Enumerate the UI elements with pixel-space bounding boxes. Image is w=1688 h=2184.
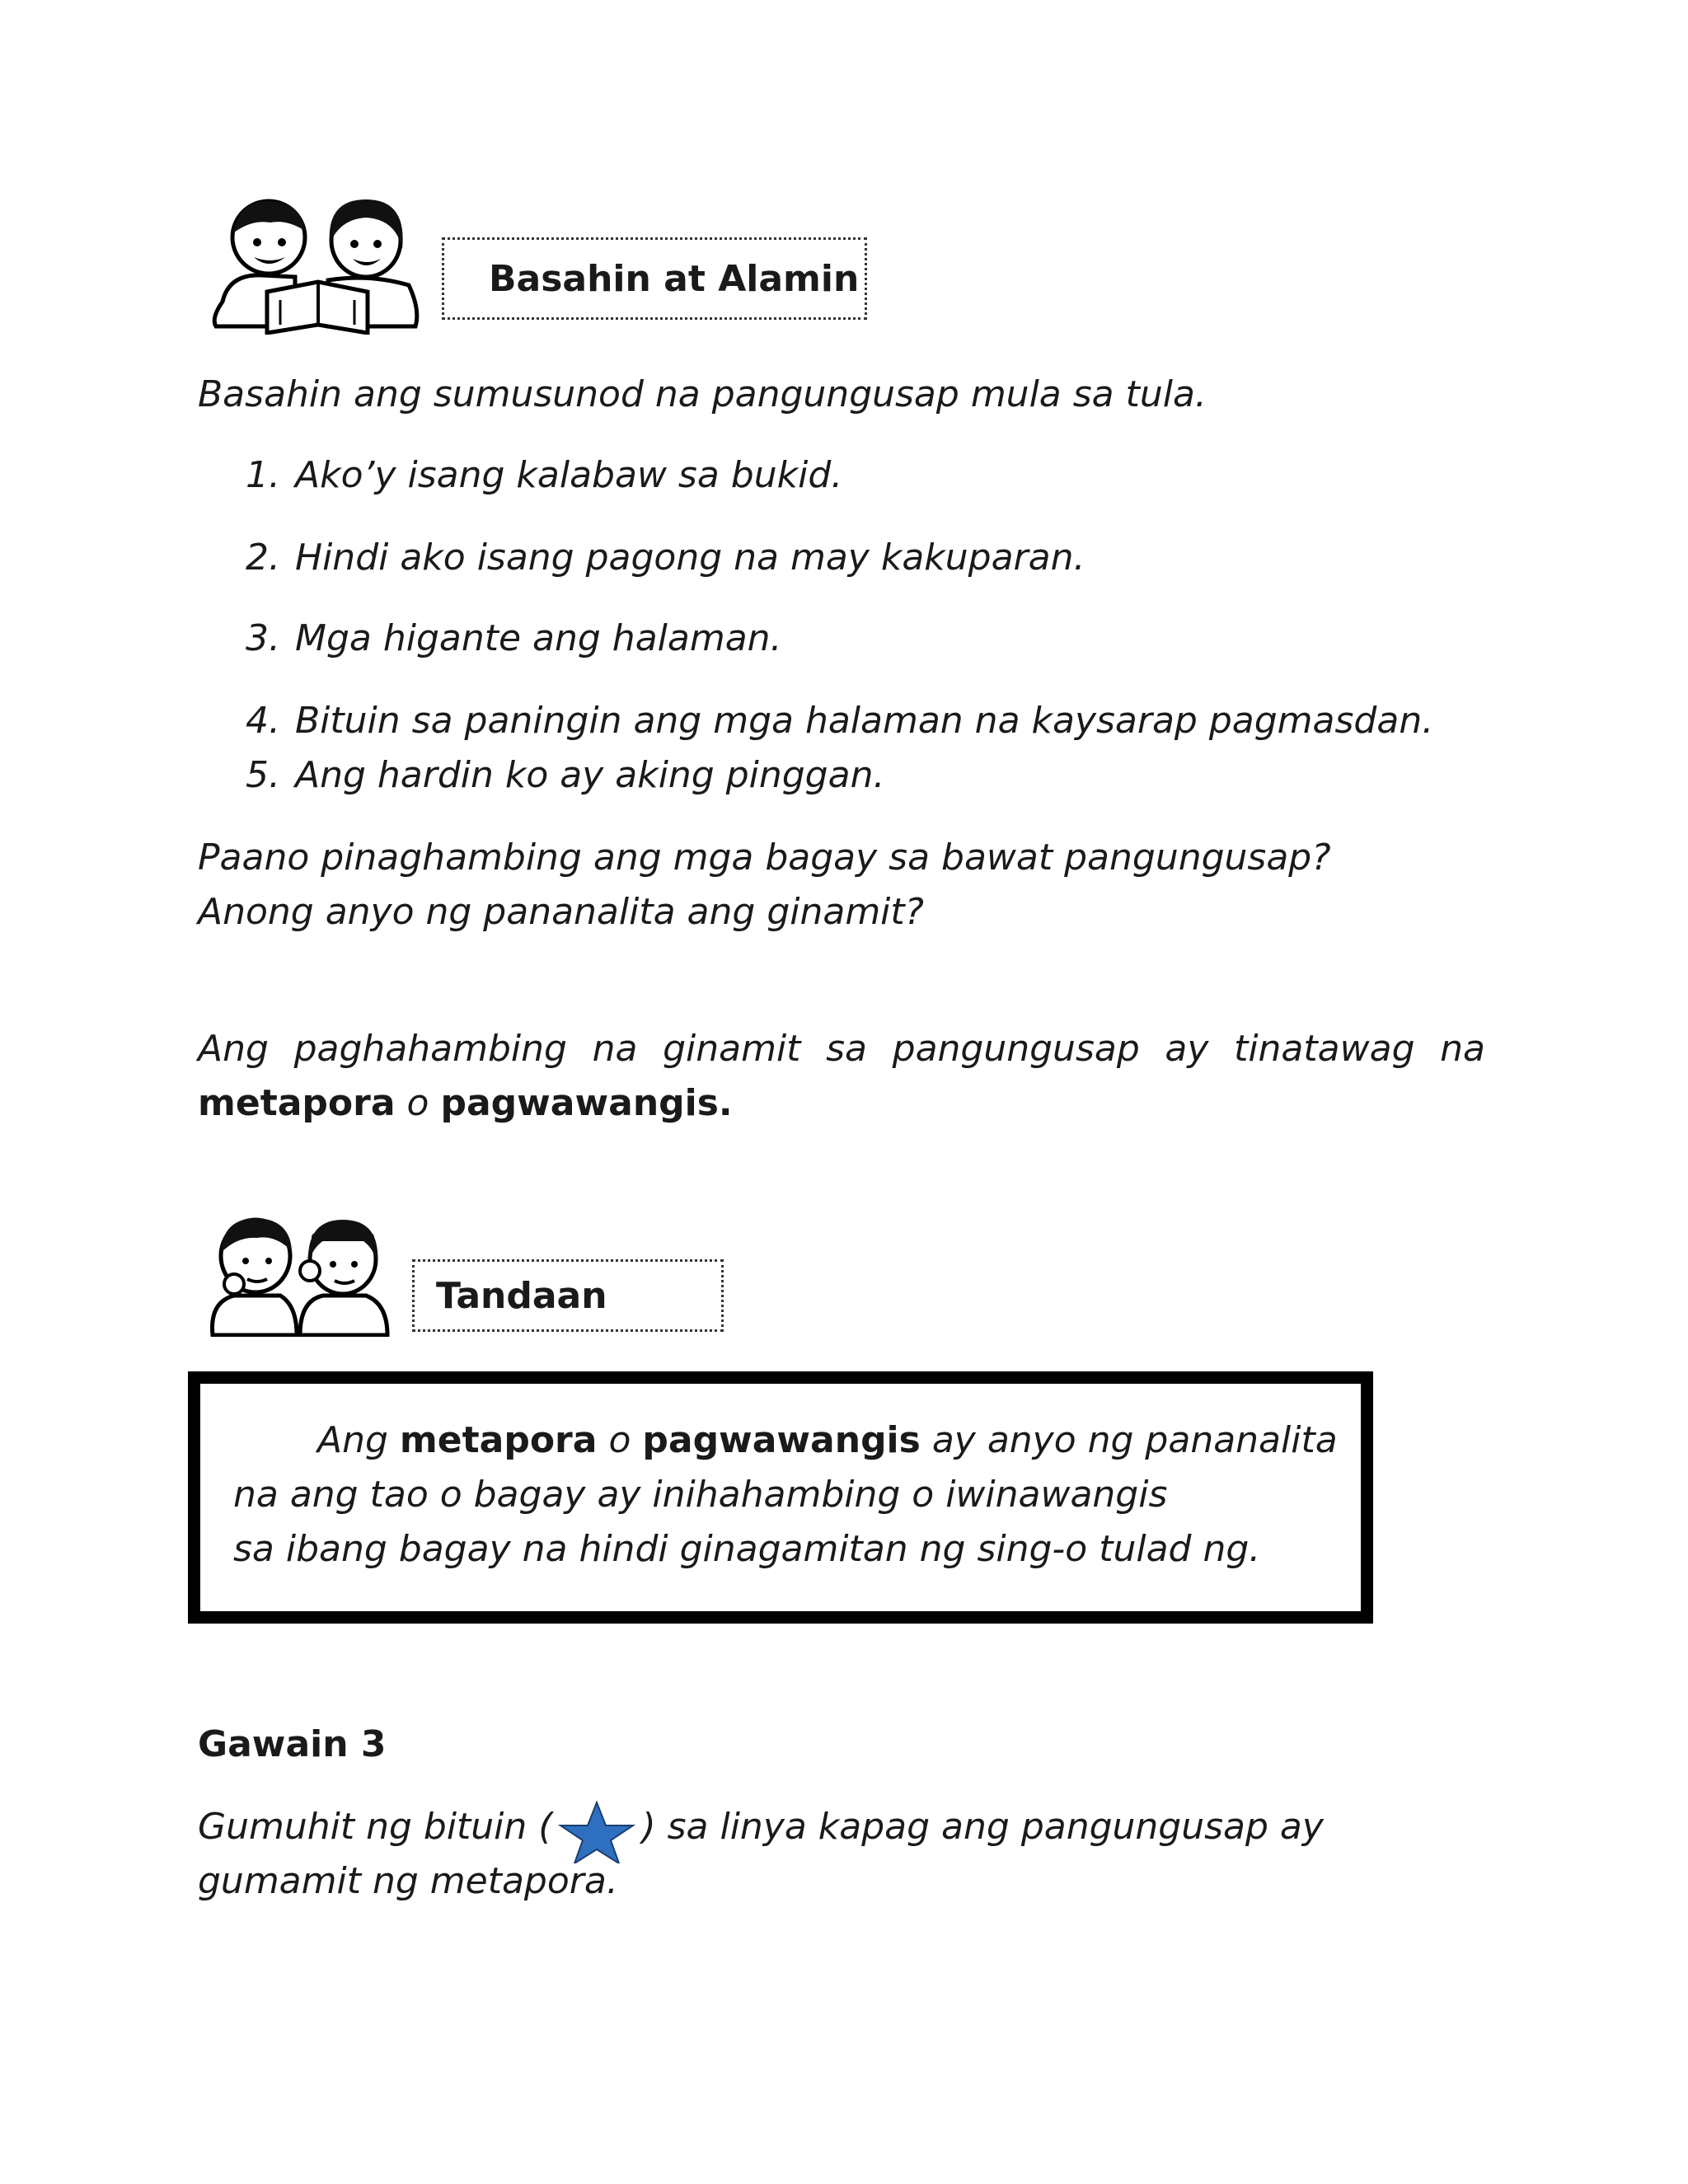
rule-line-1: Ang metapora o pagwawangis ay anyo ng pananalita [317,1419,1338,1461]
list-item: 4. Bituin sa paningin ang mga halaman na kaysarap pagmasdan. [246,700,1434,742]
term-pagwawangis: pagwawangis [642,1419,921,1461]
rule-box [188,1371,1373,1624]
term-pagwawangis: pagwawangis. [440,1082,733,1124]
kids-reading-icon [204,194,427,335]
section-header-basahin [442,237,867,320]
section-header-label: Tandaan [436,1274,607,1317]
list-item: 5. Ang hardin ko ay aking pinggan. [246,754,885,796]
rule-line-2: na ang tao o bagay ay inihahambing o iwinawangis [233,1474,1168,1516]
section-header-tandaan [412,1259,724,1332]
conclusion-line-1: Ang paghahambing na ginamit sa pangungusap ay tinatawag na [198,1028,1485,1070]
list-item: 2. Hindi ako isang pagong na may kakuparan. [246,537,1085,579]
star-icon [556,1804,638,1854]
term-metapora: metapora [198,1082,396,1124]
question-2: Anong anyo ng pananalita ang ginamit? [198,891,925,933]
question-1: Paano pinaghambing ang mga bagay sa bawat pangungusap? [198,837,1331,879]
rule-line-3: sa ibang bagay na hindi ginagamitan ng sing-o tulad ng. [233,1528,1261,1570]
conclusion-line-2: metapora o pagwawangis. [198,1082,733,1124]
term-metapora: metapora [399,1419,598,1461]
section-header-label: Basahin at Alamin [489,257,860,300]
activity-instruction-line-1: Gumuhit ng bituin ( ) sa linya kapag ang pangungusap ay [198,1800,1324,1854]
kids-thinking-icon [201,1213,399,1337]
activity-instruction-line-2: gumamit ng metapora. [198,1860,618,1902]
activity-title: Gawain 3 [198,1723,387,1765]
list-item: 1. Ako’y isang kalabaw sa bukid. [246,454,843,496]
list-item: 3. Mga higante ang halaman. [246,617,782,659]
instruction-text: Basahin ang sumusunod na pangungusap mula sa tula. [198,373,1207,415]
